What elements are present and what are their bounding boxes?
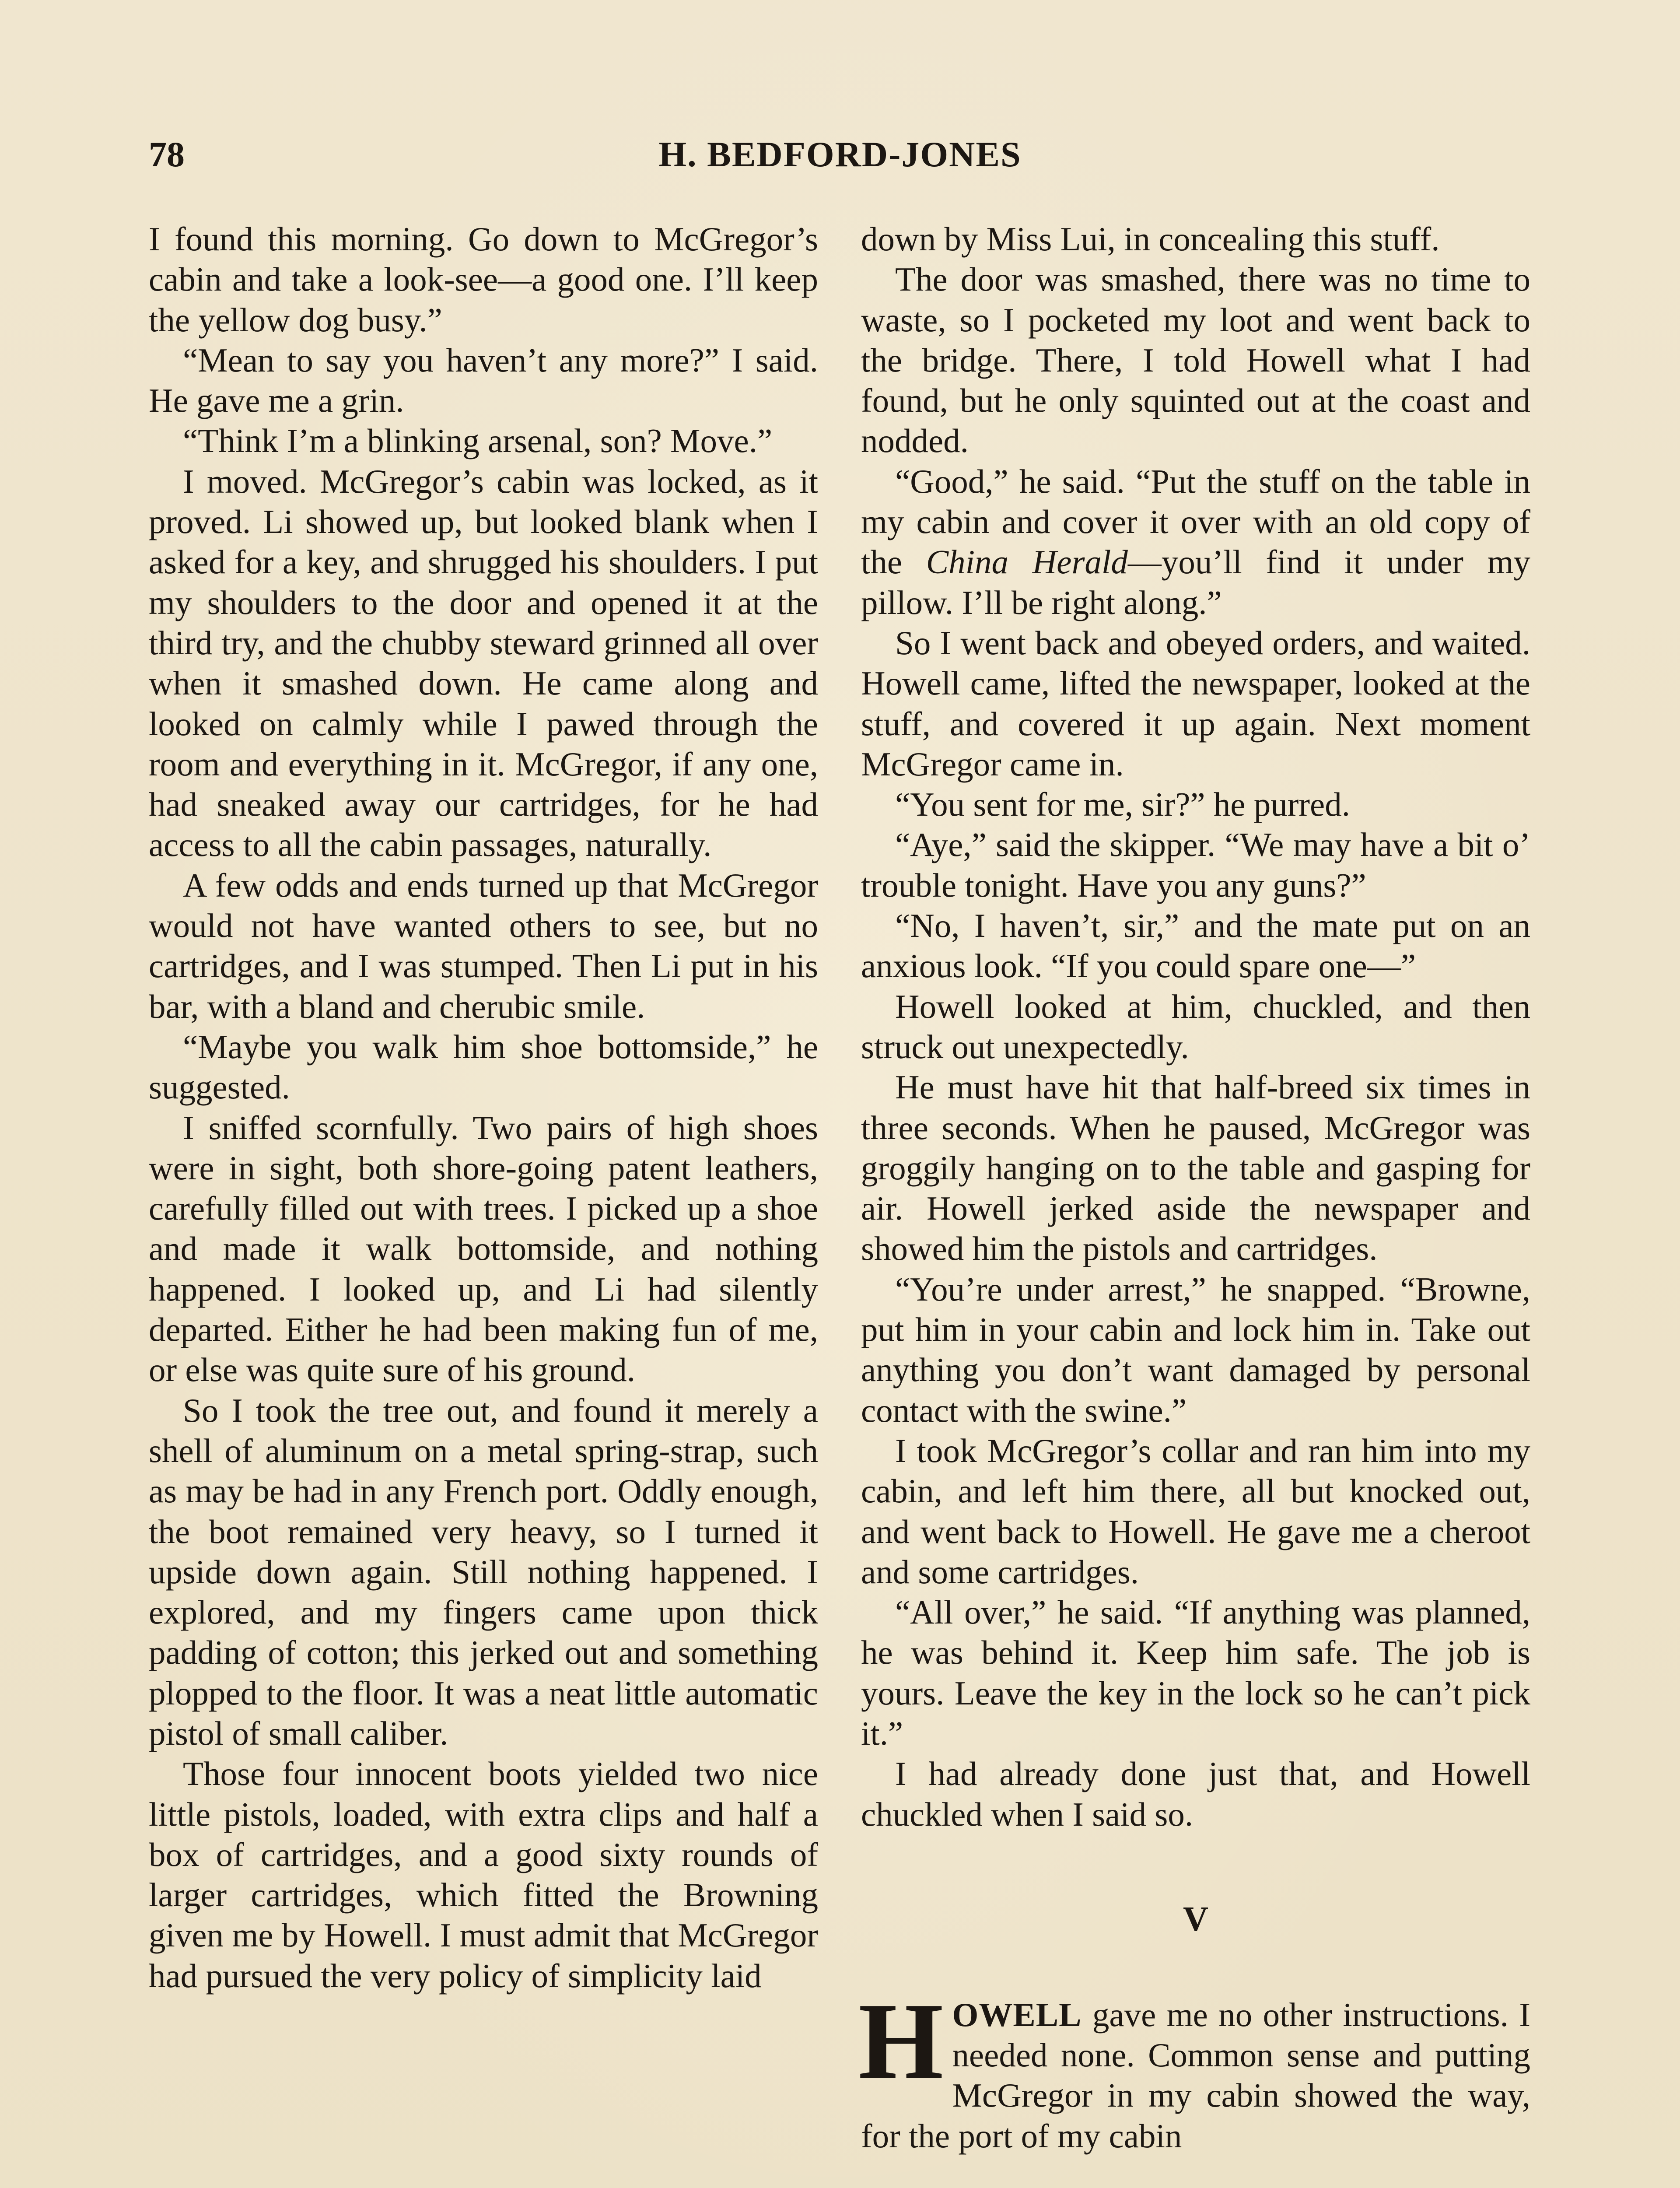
- drop-cap: H: [858, 1980, 944, 2102]
- paragraph: He must have hit that half-breed six times in three seconds. When he paused, McGregor was groggily hanging on to the table and gasping for air. Howell jerked aside the newspaper and showed him the pistols and cartridges.: [861, 1068, 1530, 1268]
- paragraph: “You’re under arrest,” he snapped. “Browne, put him in your cabin and lock him in. Take out anything you don’t want damaged by personal contact with the swine.”: [861, 1270, 1530, 1429]
- paragraph-text: gave me no other instructions. I needed none. Common sense and putting McGregor in my cabin showed the way, for the port of my cabin: [861, 1995, 1530, 2155]
- paragraph: I moved. McGregor’s cabin was locked, as it proved. Li showed up, but looked blank when I asked for a key, and shrugged his shoulders. I put my shoulders to the door and opened it at the third try, and the chubby steward grinned all over when it smashed down. He came along and looked on calmly while I pawed through the room and everything in it. McGregor, if any one, had sneaked away our cartridges, for he had access to all the cabin passages, naturally.: [149, 462, 818, 864]
- paragraph: “Mean to say you haven’t any more?” I said. He gave me a grin.: [149, 341, 818, 420]
- paragraph: down by Miss Lui, in concealing this stuff.: [861, 220, 1440, 258]
- section-numeral: V: [1183, 1900, 1208, 1939]
- paragraph: “No, I haven’t, sir,” and the mate put on an anxious look. “If you could spare one—”: [861, 907, 1530, 985]
- paragraph-with-dropcap: [858, 1980, 1530, 2156]
- paragraph: “Aye,” said the skipper. “We may have a bit o’ trouble tonight. Have you any guns?”: [861, 826, 1530, 904]
- paragraph: Those four innocent boots yielded two nice little pistols, loaded, with extra clips and half a box of cartridges, and a good sixty rounds of larger cartridges, which fitted the Browning given me by Howell. I must admit that McGregor had pursued the very policy of simplicity laid: [149, 1755, 818, 1995]
- paragraph: A few odds and ends turned up that McGregor would not have wanted others to see, but no cartridges, and I was stumped. Then Li put in his bar, with a bland and cherubic smile.: [149, 866, 818, 1025]
- running-head: H. BEDFORD-JONES: [658, 134, 1022, 174]
- paragraph: [861, 461, 1530, 623]
- right-column: [858, 219, 1530, 2156]
- paragraph: The door was smashed, there was no time to waste, so I pocketed my loot and went back to the bridge. There, I told Howell what I had found, but he only squinted out at the coast and nodded.: [861, 260, 1530, 460]
- paragraph: Howell looked at him, chuckled, and then struck out unexpectedly.: [861, 987, 1530, 1066]
- paragraph: I had already done just that, and Howell chuckled when I said so.: [861, 1755, 1530, 1833]
- paragraph: “Think I’m a blinking arsenal, son? Move.”: [183, 422, 773, 460]
- small-caps-lead: OWELL: [952, 1995, 1082, 2034]
- paragraph: So I took the tree out, and found it merely a shell of aluminum on a metal spring-strap, such as may be had in any French port. Oddly enough, the boot remained very heavy, so I turned it upside down again. Still nothing happened. I explored, and my fingers came upon thick padding of cotton; this jerked out and something plopped to the floor. It was a neat little automatic pistol of small caliber.: [149, 1391, 818, 1752]
- paragraph: “You sent for me, sir?” he purred.: [895, 785, 1350, 824]
- paragraph: I took McGregor’s collar and ran him into my cabin, and left him there, all but knocked out, and went back to Howell. He gave me a cheroot and some cartridges.: [861, 1431, 1530, 1591]
- paragraph: So I went back and obeyed orders, and waited. Howell came, lifted the newspaper, looked at the stuff, and covered it up again. Next moment McGregor came in.: [861, 624, 1530, 783]
- paragraph: “All over,” he said. “If anything was planned, he was behind it. Keep him safe. The job is yours. Leave the key in the lock so he can’t pick it.”: [861, 1593, 1530, 1752]
- paragraph: I found this morning. Go down to McGregor’s cabin and take a look-see—a good one. I’ll keep the yellow dog busy.”: [149, 220, 818, 339]
- newspaper-title: China Herald: [926, 543, 1128, 581]
- paragraph: “Maybe you walk him shoe bottomside,” he suggested.: [149, 1027, 818, 1106]
- paragraph-text: “Good,” he said. “Put the stuff on the table in my cabin and cover it over with an old copy of the: [861, 462, 1530, 581]
- page-header: [149, 130, 1531, 179]
- left-column: [149, 219, 818, 1996]
- paragraph-text: —you’ll find it under my pillow. I’ll be right along.”: [861, 543, 1530, 621]
- page-number: 78: [149, 134, 185, 174]
- paragraph: I sniffed scornfully. Two pairs of high shoes were in sight, both shore-going patent leathers, carefully filled out with trees. I picked up a shoe and made it walk bottomside, and nothing happened. I looked up, and Li had silently departed. Either he had been making fun of me, or else was quite sure of his ground.: [149, 1108, 818, 1389]
